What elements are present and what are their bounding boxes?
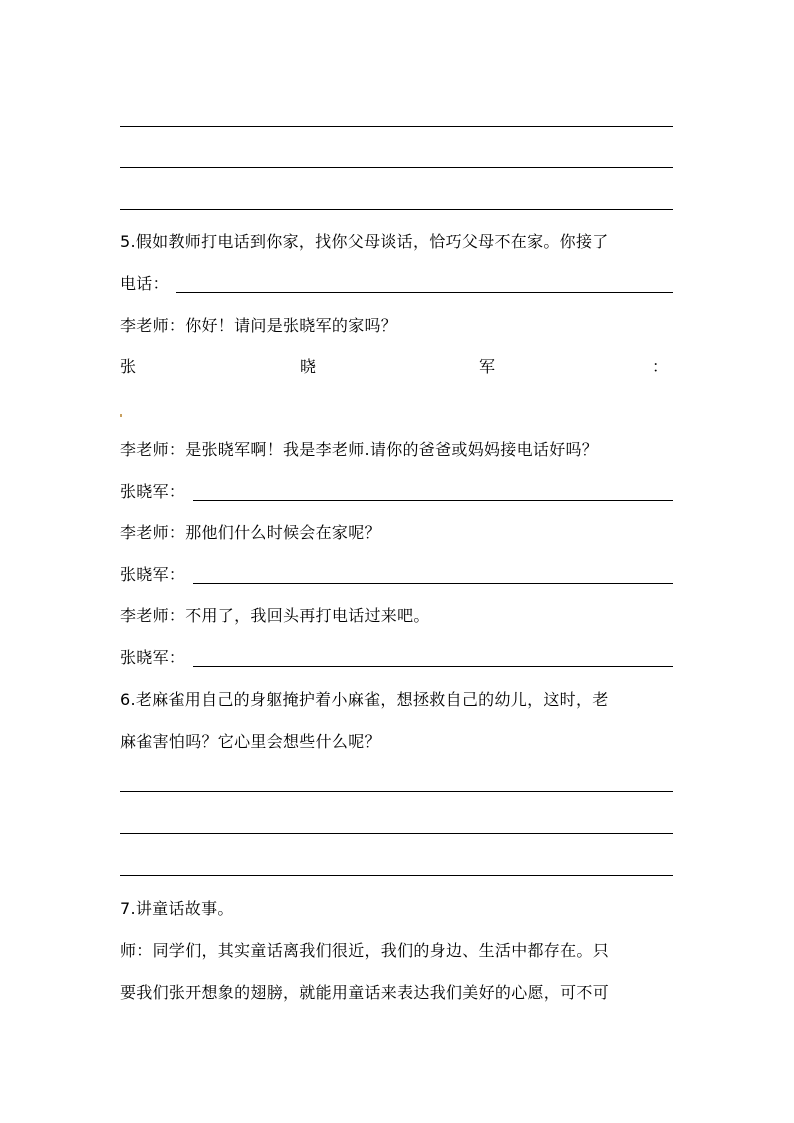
answer-line-phone[interactable] — [176, 292, 673, 293]
speaker-label: 李老师： — [120, 523, 186, 542]
answer-line[interactable] — [120, 875, 673, 876]
question-5-prompt-cont: 电话： — [120, 274, 169, 293]
dialogue-line-teacher-4 — [120, 605, 430, 627]
question-6-line-1: 6.老麻雀用自己的身躯掩护着小麻雀，想拯救自己的幼儿，这时，老 — [120, 690, 609, 709]
speaker-label: 李老师： — [120, 316, 186, 335]
dialogue-line-student-3 — [120, 647, 185, 669]
question-7-line-2: 要我们张开想象的翅膀，就能用童话来表达我们美好的心愿，可不可 — [120, 983, 610, 1002]
dialogue-text: 是张晓军啊！我是李老师.请你的爸爸或妈妈接电话好吗？ — [185, 440, 599, 459]
answer-line-student-2[interactable] — [193, 583, 673, 584]
dialogue-line-student-1 — [120, 481, 185, 503]
dialogue-text: 你好！请问是张晓军的家吗？ — [185, 316, 398, 335]
dialogue-line-teacher-1 — [120, 315, 397, 337]
speaker-label: 张晓军： — [120, 565, 186, 584]
dialogue-line-student-2 — [120, 564, 185, 586]
speaker-label: 张晓军： — [120, 648, 186, 667]
dialogue-text: 不用了，我回头再打电话过来吧。 — [185, 606, 430, 625]
speaker-label: 李老师： — [120, 440, 186, 459]
question-7-title: 7.讲童话故事。 — [120, 899, 234, 918]
answer-line[interactable] — [120, 167, 673, 168]
dialogue-text: 那他们什么时候会在家呢？ — [185, 523, 381, 542]
answer-line-student-1[interactable] — [193, 500, 673, 501]
answer-line[interactable] — [120, 833, 673, 834]
spread-name-char: 晓 — [300, 357, 317, 376]
speaker-label: 李老师： — [120, 606, 186, 625]
answer-line[interactable] — [120, 126, 673, 127]
answer-line[interactable] — [120, 209, 673, 210]
spread-name-colon: ： — [652, 357, 669, 376]
dialogue-line-teacher-3 — [120, 522, 381, 544]
dialogue-line-teacher-2 — [120, 439, 598, 461]
answer-line[interactable] — [120, 791, 673, 792]
question-5-prompt: 5.假如教师打电话到你家，找你父母谈话，恰巧父母不在家。你接了 — [120, 232, 609, 251]
question-7-line-1: 师：同学们，其实童话离我们很近，我们的身边、生活中都存在。只 — [120, 941, 610, 960]
stray-mark — [120, 414, 122, 417]
spread-name-char: 军 — [479, 357, 496, 376]
answer-line-student-3[interactable] — [193, 666, 673, 667]
spread-name-char: 张 — [120, 357, 137, 376]
speaker-label: 张晓军： — [120, 482, 186, 501]
question-6-line-2: 麻雀害怕吗？它心里会想些什么呢？ — [120, 732, 381, 751]
